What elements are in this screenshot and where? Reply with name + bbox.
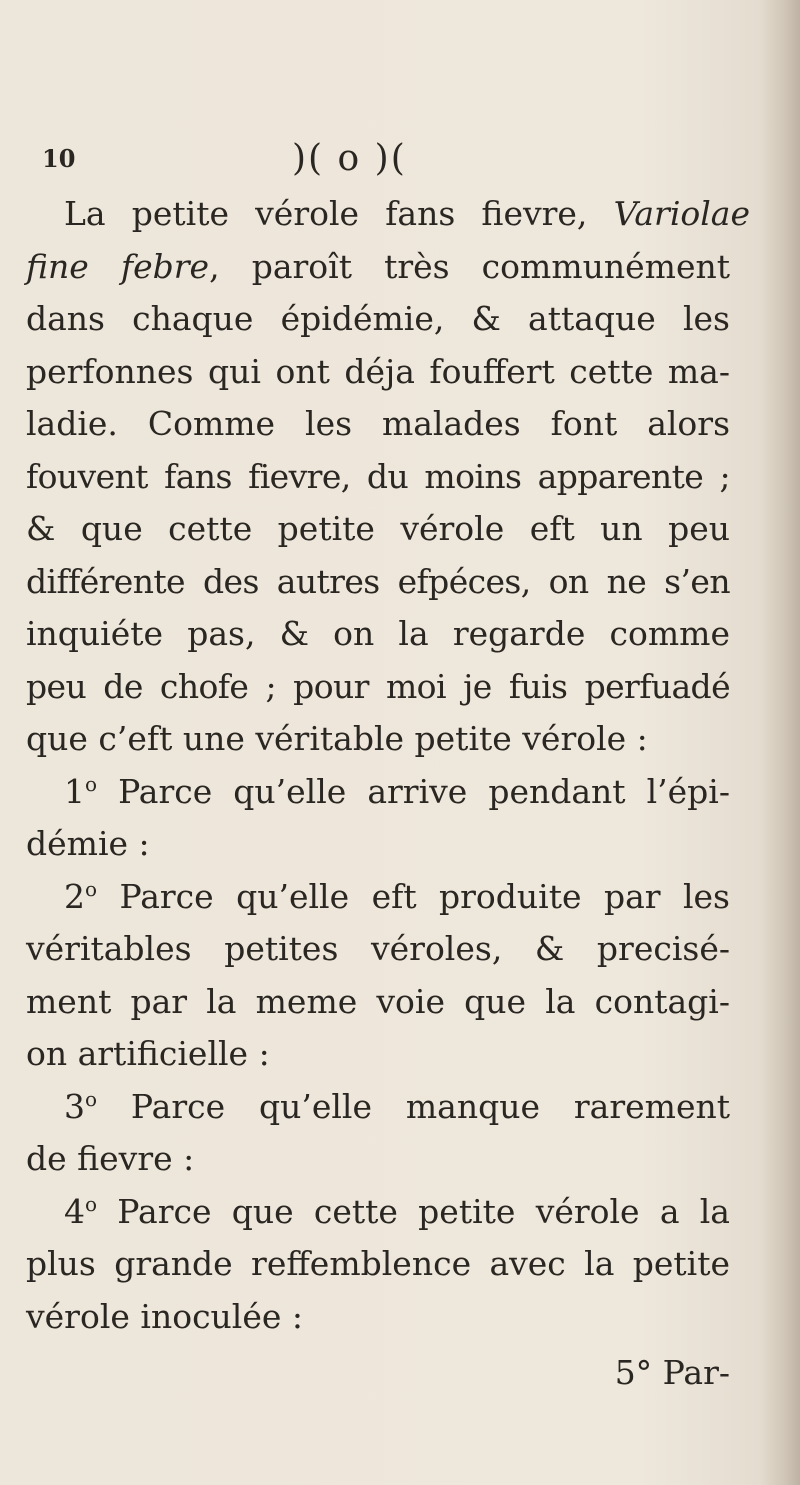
body-text — [26, 188, 750, 1400]
text-line: dans chaque épidémie, & attaque les — [26, 299, 730, 338]
text-line: 3$^o$ Parce qu’elle manque rarement — [64, 1086, 730, 1126]
text-line: La petite vérole fans fievre, Variolae — [64, 194, 750, 233]
latin-term: Variolae — [613, 194, 750, 233]
page-number: 10 — [42, 144, 76, 173]
text-line: démie : — [26, 824, 150, 863]
header-ornament: )( o )( — [292, 138, 407, 179]
text-line: 1$^o$ Parce qu’elle arrive pendant l’épi- — [64, 771, 730, 811]
text-line: ment par la meme voie que la contagi- — [26, 981, 730, 1021]
text-line: 2$^o$ Parce qu’elle eft produite par les — [64, 876, 730, 916]
catchword: 5° Par- — [614, 1353, 730, 1392]
latin-term: fine febre — [26, 246, 210, 286]
text-line: on artificielle : — [26, 1034, 270, 1073]
text-line: peu de chofe ; pour moi je fuis perfuadé — [26, 666, 730, 706]
text-line: ladie. Comme les malades font alors — [26, 404, 730, 443]
page-edge-shadow — [760, 0, 800, 1485]
text-line: vérole inoculée : — [26, 1296, 304, 1336]
text-line: fouvent fans fievre, du moins apparente ; — [26, 456, 730, 496]
text-line: 4$^o$ Parce que cette petite vérole a la — [64, 1191, 730, 1231]
text-line: inquiéte pas, & on la regarde comme — [26, 614, 730, 653]
text-line: fine febre, paroît très communément — [26, 246, 730, 286]
text-line: différente des autres efpéces, on ne s’en — [26, 561, 730, 601]
text-line: plus grande reffemblence avec la petite — [26, 1244, 730, 1283]
text-line: que c’eft une véritable petite vérole : — [26, 719, 648, 758]
page-header — [42, 138, 742, 188]
text-line: véritables petites véroles, & precisé- — [26, 929, 730, 968]
text-line: & que cette petite vérole eft un peu — [26, 509, 730, 548]
text-line: perfonnes qui ont déja fouffert cette ma- — [26, 351, 730, 391]
text-line: de fievre : — [26, 1139, 195, 1178]
